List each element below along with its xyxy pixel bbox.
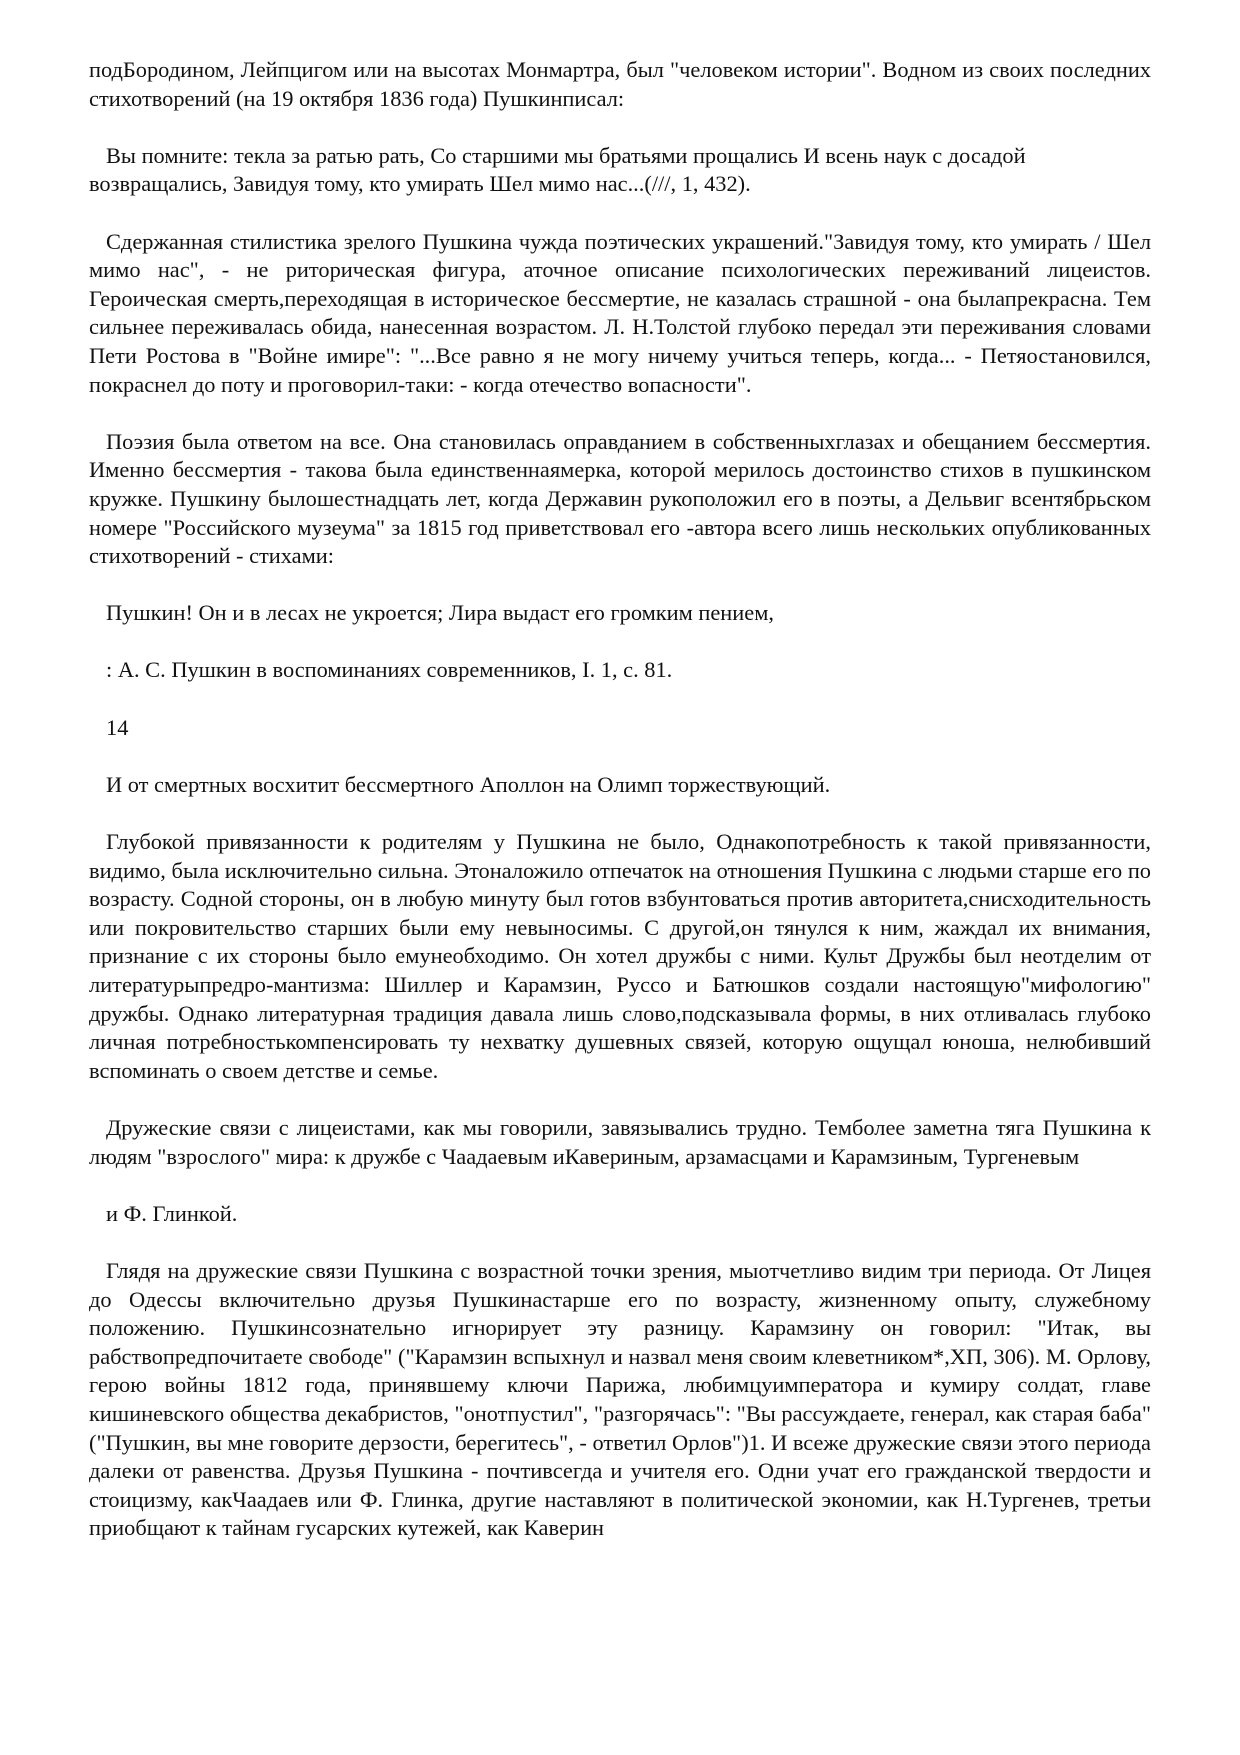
paragraph-attachment: Глубокой привязанности к родителям у Пушкина не было, Однакопотребность к такой привязанности, видимо, была исключительно сильна. Этоналожило отпечаток на отношения Пушкина с людьми старше его по возрасту. Содной стороны, он в любую минуту был готов взбунтоваться против авторитета,снисходительность или покровительство старших были ему невыносимы. С другой,он тянулся к ним, жаждал их внимания, признание с их стороны было емунеобходимо. Он хотел дружбы с ними. Культ Дружбы был неотделим от литературыпредро-мантизма: Шиллер и Карамзин, Руссо и Батюшков создали настоящую"мифологию" дружбы. Однако литературная традиция давала лишь слово,подсказывала формы, в них отливалась глубоко личная потребностькомпенсировать ту нехватку душевных связей, которую ощущал юноша, нелюбивший вспоминать о своем детстве и семье. <box>89 829 1151 1083</box>
page-number: 14 <box>106 714 129 740</box>
paragraph-borodino: подБородином, Лейпцигом или на высотах Монмартра, был "человеком истории". Водном из своих последних стихотворений (на 19 октября 1836 года) Пушкинписал: <box>89 57 1151 111</box>
paragraph-glinka: и Ф. Глинкой. <box>106 1200 238 1226</box>
paragraph-friendships: Дружеские связи с лицеистами, как мы говорили, завязывались трудно. Темболее заметна тяга Пушкина к людям "взрослого" мира: к дружбе с Чаадаевым иКавериным, арзамасцами и Карамзиным, Тургеневым <box>89 1114 1151 1169</box>
paragraph-poetry: Поэзия была ответом на все. Она становилась оправданием в собственныхглазах и обещанием бессмертия. Именно бессмертия - такова была единственнаямерка, которой мерилось достоинство стихов в пушкинском кружке. Пушкину былошестнадцать лет, когда Державин рукоположил его в поэты, а Дельвиг всентябрьском номере "Российского музеума" за 1815 год приветствовал его -автора всего лишь нескольких опубликованных стихотворений - стихами: <box>89 428 1151 569</box>
poem-quote-1836: Вы помните: текла за ратью рать, Со старшими мы братьями прощались И всень наук с досадой возвращались, Завидуя тому, кто умирать Шел мимо нас...(///, 1, 432). <box>89 142 1026 197</box>
footnote: : А. С. Пушкин в воспоминаниях современников, I. 1, с. 81. <box>106 657 673 683</box>
document-page <box>89 56 1151 1571</box>
poem-delvig-line-2: И от смертных восхитит бессмертного Аполлон на Олимп торжествующий. <box>106 771 831 797</box>
poem-delvig-line-1: Пушкин! Он и в лесах не укроется; Лира выдаст его громким пением, <box>106 600 774 626</box>
paragraph-stylistics: Сдержанная стилистика зрелого Пушкина чужда поэтических украшений."Завидуя тому, кто умирать / Шел мимо нас", - не риторическая фигура, аточное описание психологических переживаний лицеистов. Героическая смерть,переходящая в историческое бессмертие, не казалась страшной - она былапрекрасна. Тем сильнее переживалась обида, нанесенная возрастом. Л. Н.Толстой глубоко передал эти переживания словами Пети Ростова в "Войне имире": "...Все равно я не могу ничему учиться теперь, когда... - Петяостановился, покраснел до поту и проговорил-таки: - когда отечество вопасности". <box>89 228 1151 397</box>
paragraph-three-periods: Глядя на дружеские связи Пушкина с возрастной точки зрения, мыотчетливо видим три периода. От Лицея до Одессы включительно друзья Пушкинастарше его по возрасту, жизненному опыту, служебному положению. Пушкинсознательно игнорирует эту разницу. Карамзину он говорил: "Итак, вы рабствопредпочитаете свободе" ("Карамзин вспыхнул и назвал меня своим клеветником*,ХП, 306). М. Орлову, герою войны 1812 года, принявшему ключи Парижа, любимцуимператора и кумиру солдат, главе кишиневского общества декабристов, "онотпустил", "разгорячась": "Вы рассуждаете, генерал, как старая баба"("Пушкин, вы мне говорите дерзости, берегитесь", - ответил Орлов")1. И всеже дружеские связи этого периода далеки от равенства. Друзья Пушкина - почтивсегда и учителя его. Одни учат его гражданской твердости и стоицизму, какЧаадаев или Ф. Глинка, другие наставляют в политической экономии, как Н.Тургенев, третьи приобщают к тайнам гусарских кутежей, как Каверин <box>89 1257 1151 1541</box>
